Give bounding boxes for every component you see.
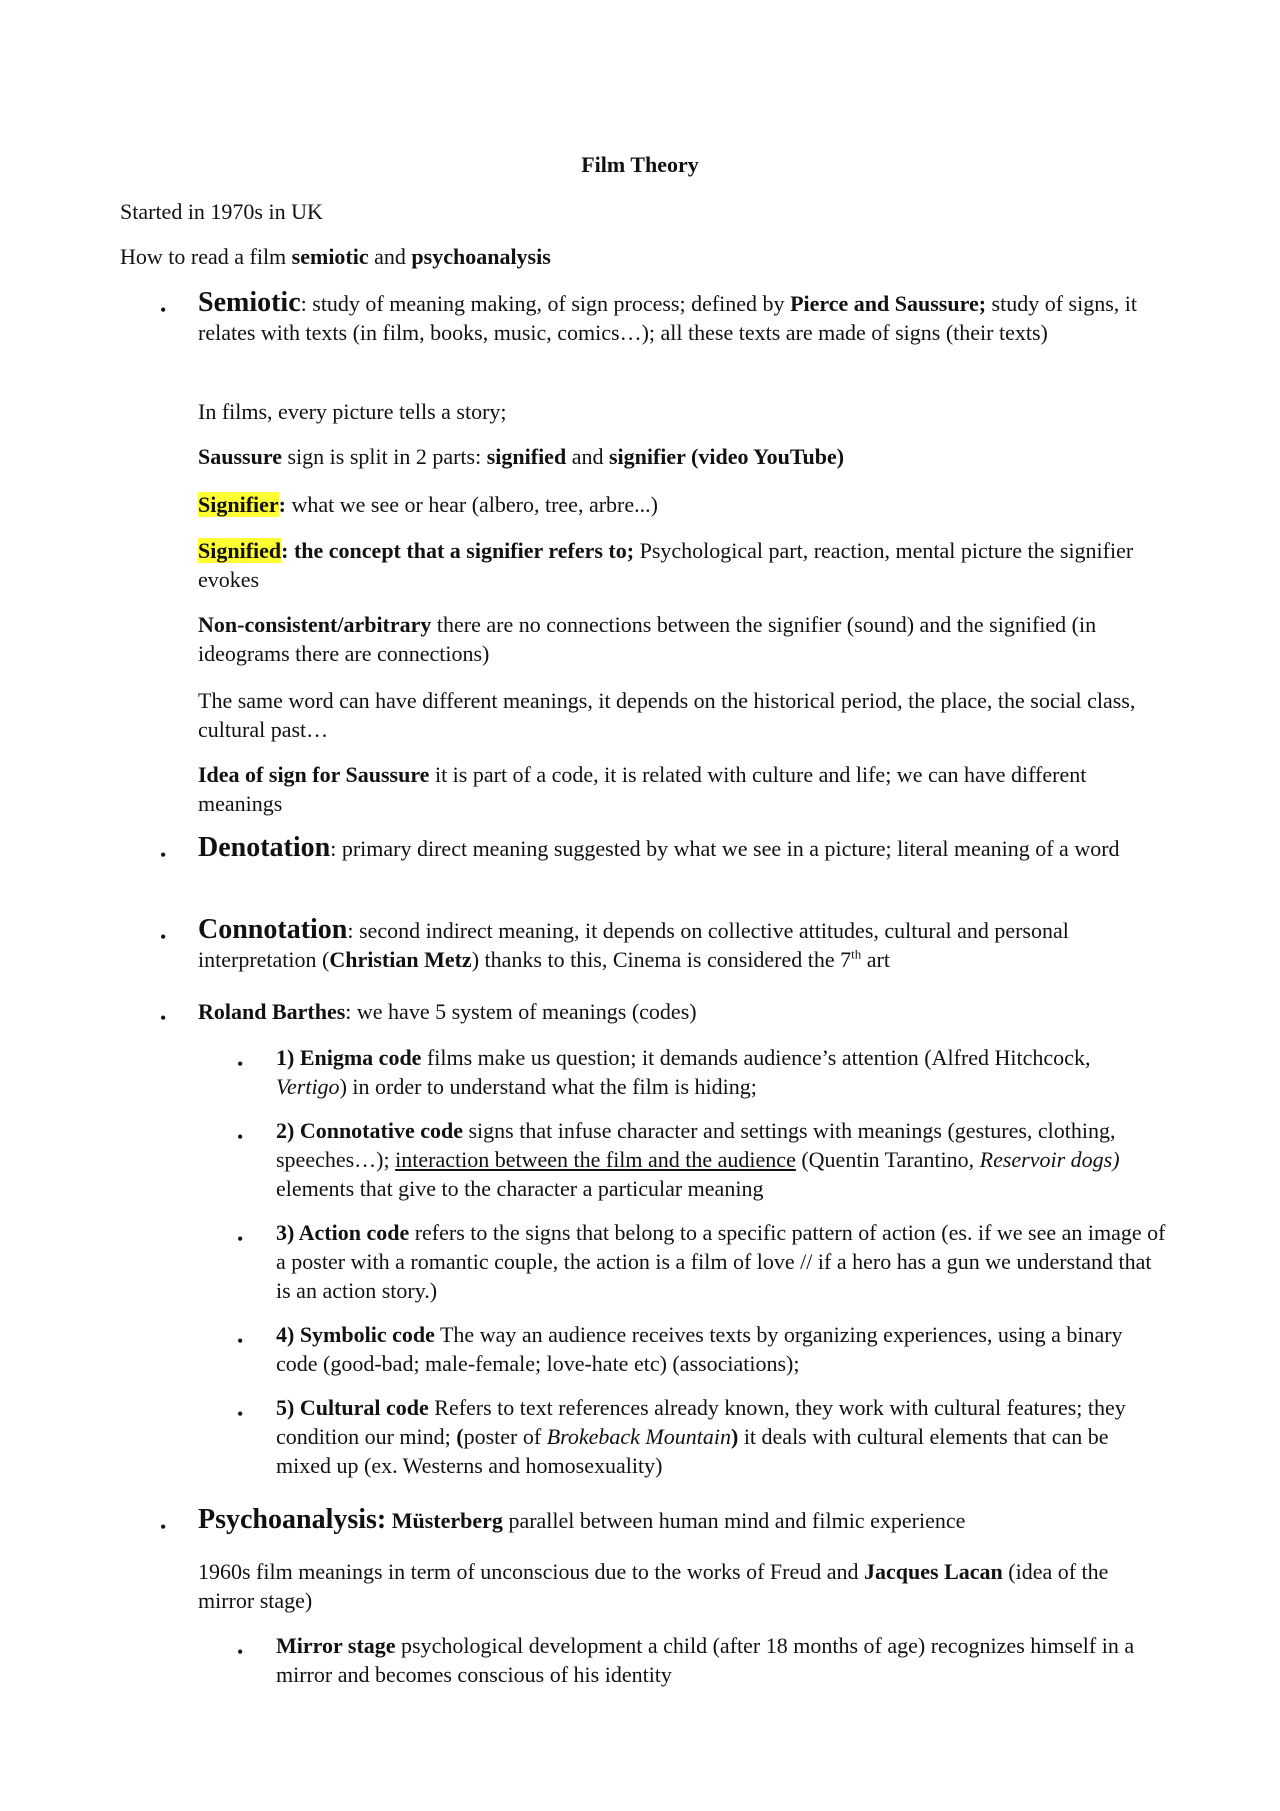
psychoanalysis-paragraph: Psychoanalysis: Müsterberg parallel between human mind and filmic experience [198,1504,966,1535]
semiotic-paragraph: Semiotic: study of meaning making, of sign process; defined by Pierce and Saussure; study of signs, it relates with texts (in film, books, music, comics…); all these texts are made of signs (their texts) [198,287,1138,345]
intro-line-2: How to read a film semiotic and psychoanalysis [120,244,551,269]
bullet: • [160,1517,167,1537]
connotation-paragraph: Connotation: second indirect meaning, it depends on collective attitudes, cultural and personal interpretation (Christian Metz) thanks to this, Cinema is considered the 7th art [198,914,1069,972]
saussure-line: Saussure sign is split in 2 parts: signified and signifier (video YouTube) [198,444,845,469]
bullet: • [237,1642,244,1662]
bullet: • [237,1229,244,1249]
bullet: • [160,927,167,947]
cultural-code-item: 5) Cultural code Refers to text references already known, they work with cultural features; they condition our mind; (poster of Brokeback Mountain) it deals with cultural elements that can be mixed up (ex. Westerns and homosexuality) [276,1395,1126,1478]
page-title: Film Theory [581,152,699,177]
barthes-line: Roland Barthes: we have 5 system of meanings (codes) [198,999,697,1024]
same-word-paragraph: The same word can have different meanings, it depends on the historical period, the place, the social class, cultural past… [198,688,1136,742]
intro-line-1: Started in 1970s in UK [120,199,323,224]
signified-paragraph: Signified: the concept that a signifier refers to; Psychological part, reaction, mental picture the signifier evokes [198,538,1134,592]
1960s-paragraph: 1960s film meanings in term of unconscious due to the works of Freud and Jacques Lacan (idea of the mirror stage) [198,1559,1109,1613]
bullet: • [237,1054,244,1074]
enigma-code-item: 1) Enigma code films make us question; it demands audience’s attention (Alfred Hitchcock, Vertigo) in order to understand what the film is hiding; [276,1045,1091,1099]
action-code-item: 3) Action code refers to the signs that belong to a specific pattern of action (es. if we see an image of a poster with a romantic couple, the action is a film of love // if a hero has a gun we understand that is an action story.) [276,1220,1166,1303]
signifier-line: Signifier: what we see or hear (albero, tree, arbre...) [198,492,658,517]
bullet: • [237,1331,244,1351]
bullet: • [160,845,167,865]
bullet: • [160,1008,167,1028]
bullet: • [237,1404,244,1424]
denotation-paragraph: Denotation: primary direct meaning suggested by what we see in a picture; literal meaning of a word [198,832,1120,863]
mirror-stage-item: Mirror stage psychological development a child (after 18 months of age) recognizes himself in a mirror and becomes conscious of his identity [276,1633,1135,1687]
idea-of-sign-paragraph: Idea of sign for Saussure it is part of a code, it is related with culture and life; we can have different meanings [198,762,1087,816]
bullet: • [237,1127,244,1147]
non-consistent-paragraph: Non-consistent/arbitrary there are no connections between the signifier (sound) and the signified (in ideograms there are connections) [198,612,1097,666]
bullet: • [160,300,167,320]
connotative-code-item: 2) Connotative code signs that infuse character and settings with meanings (gestures, clothing, speeches…); interaction between the film and the audience (Quentin Tarantino, Reservoir dogs) elements that give to the character a particular meaning [276,1118,1120,1201]
films-line: In films, every picture tells a story; [198,399,507,424]
symbolic-code-item: 4) Symbolic code The way an audience receives texts by organizing experiences, using a binary code (good-bad; male-female; love-hate etc) (associations); [276,1322,1123,1376]
